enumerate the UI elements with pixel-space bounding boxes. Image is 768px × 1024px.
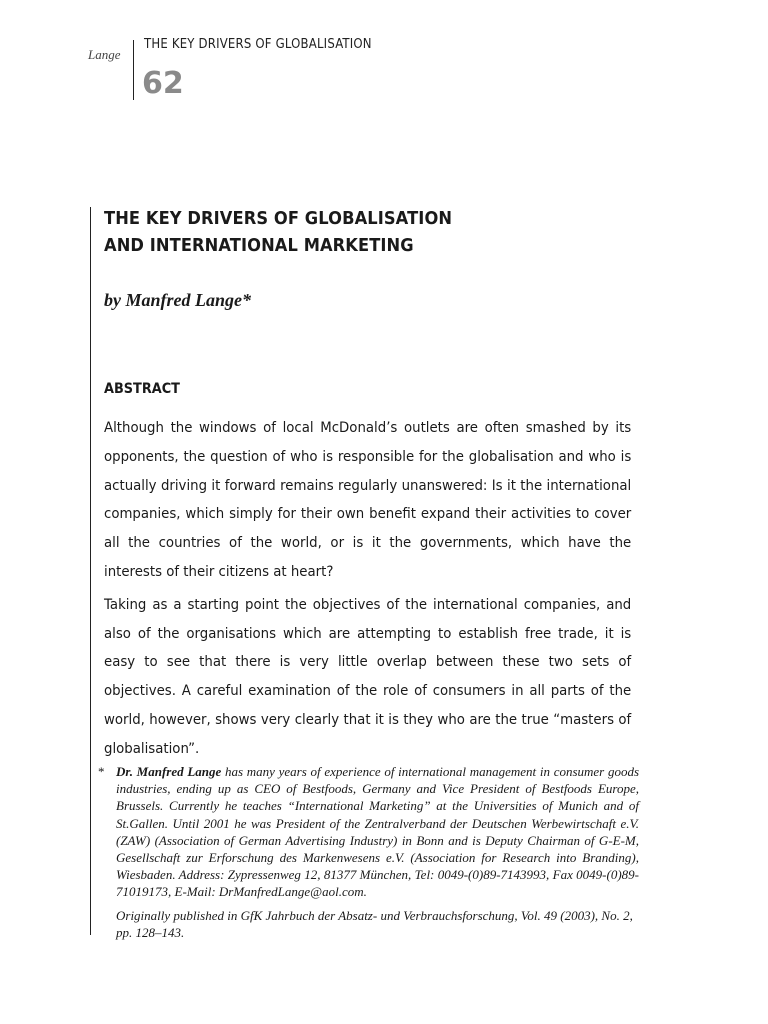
footnote-bio-text: has many years of experience of international management in consumer goods industries, ending up as CEO of Bestfoods, Germany and Vice President of Bestfoods Europe, Brussels. Currently he teaches “International Marketing” at the Universities of Munich and of St.Gallen. Until 2001 he was President of the Zentralverband der Deutschen Werbewirtschaft e.V. (ZAW) (Association of German Advertising Industry) in Bonn and is Deputy Chairman of G-E-M, Gesellschaft zur Erforschung des Markenwesens e.V. (Association for Research into Branding), Wiesbaden. Address: Zypressenweg 12, 81377 München, Tel: 0049-(0)89-7143993, Fax 0049-(0)89-71019173, E-Mail: DrManfredLange@aol.com. (116, 764, 640, 900)
abstract-paragraph: Taking as a starting point the objectives of the international companies, and also of the organisations which are attempting to establish free trade, it is easy to see that there is very little overlap between these two sets of objectives. A careful examination of the role of consumers in all parts of the world, however, shows very clearly that it is they who are the true “masters of globalisation”. (104, 596, 632, 757)
header-divider (133, 40, 134, 100)
article-title (104, 206, 606, 260)
page-number: 62 (142, 66, 184, 101)
footnote-author-name: Dr. Manfred Lange (116, 764, 222, 779)
abstract-paragraph: Although the windows of local McDonald’s outlets are often smashed by its opponents, the question of who is responsible for the globalisation and who is actually driving it forward remains regularly unanswered: Is it the international companies, which simply for their own benefit expand their activities to cover all the countries of the world, or is it the governments, which have the interests of their citizens at heart? (104, 420, 632, 580)
article-title-line-1: THE KEY DRIVERS OF GLOBALISATION (104, 209, 453, 229)
author-footnote (98, 763, 640, 941)
footnote-marker: * (98, 764, 105, 779)
abstract-body (104, 414, 631, 768)
margin-rule (90, 207, 91, 935)
footnote-bio (116, 763, 639, 901)
article-byline: by Manfred Lange* (104, 290, 251, 310)
running-head-author: Lange (88, 47, 121, 62)
running-head-title: THE KEY DRIVERS OF GLOBALISATION (144, 37, 372, 52)
article-title-line-2: AND INTERNATIONAL MARKETING (104, 236, 414, 256)
abstract-heading: ABSTRACT (104, 381, 180, 397)
footnote-publication-note: Originally published in GfK Jahrbuch der Absatz- und Verbrauchsforschung, Vol. 49 (2003), No. 2, pp. 128–143. (116, 907, 633, 940)
